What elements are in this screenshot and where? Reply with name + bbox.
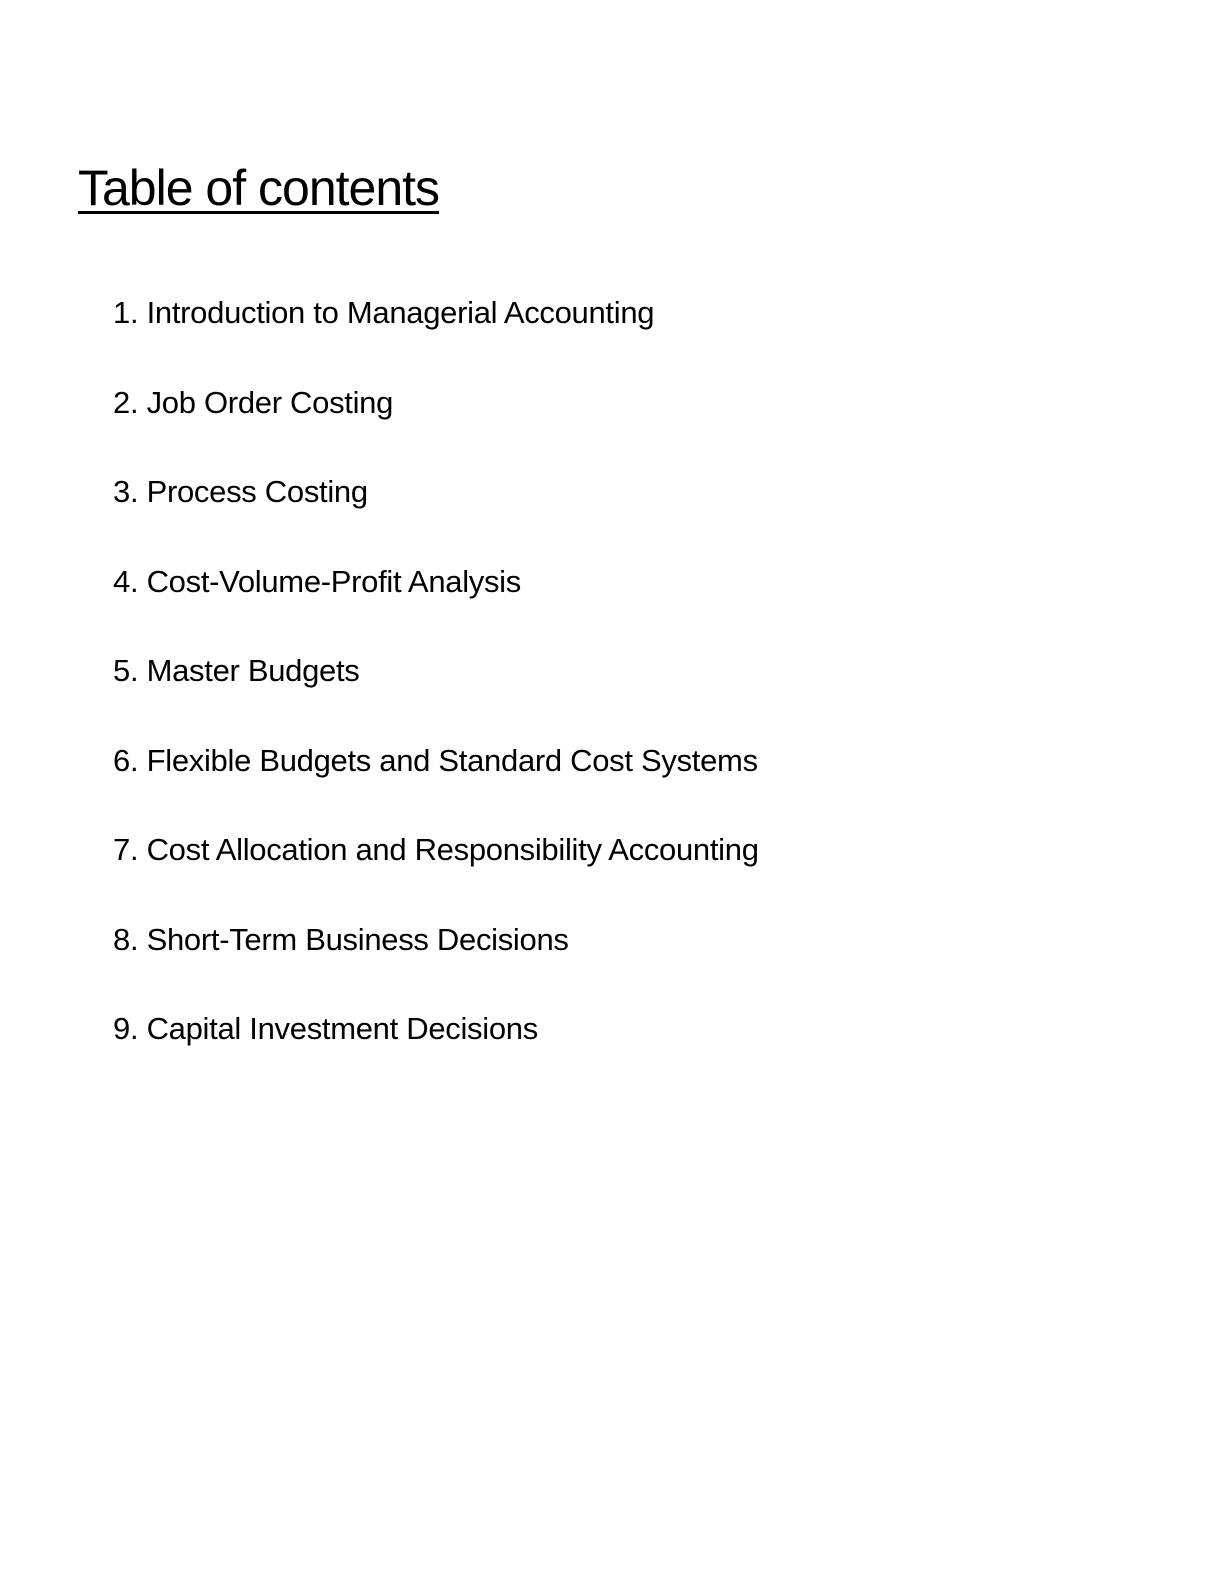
toc-item [113, 561, 759, 651]
toc-item-text: Process Costing [146, 474, 368, 509]
toc-item-number: 8. [113, 921, 139, 957]
toc-item-number: 3. [113, 474, 139, 509]
toc-item-number: 1. [113, 295, 139, 330]
toc-item-text: Master Budgets [146, 653, 360, 688]
toc-item-number: 4. [113, 563, 139, 599]
toc-item-text: Cost-Volume-Profit Analysis [146, 563, 521, 599]
toc-item-number: 6. [113, 742, 139, 778]
toc-item-number: 9. [113, 1011, 139, 1046]
toc-item-text: Cost Allocation and Responsibility Accounting [146, 832, 759, 867]
toc-item [113, 829, 759, 919]
toc-item [113, 1008, 759, 1098]
toc-item [113, 919, 759, 1009]
toc-item-text: Flexible Budgets and Standard Cost Systems [146, 742, 758, 778]
toc-item-number: 7. [113, 832, 139, 867]
toc-item [113, 650, 759, 740]
toc-item [113, 382, 759, 472]
page-title: Table of contents [78, 160, 440, 216]
toc-item [113, 292, 759, 382]
toc-item [113, 740, 759, 830]
toc-list [113, 292, 759, 1098]
toc-item-text: Short-Term Business Decisions [146, 921, 569, 957]
toc-item [113, 471, 759, 561]
toc-item-text: Capital Investment Decisions [146, 1011, 538, 1046]
toc-item-number: 2. [113, 384, 139, 420]
toc-item-text: Introduction to Managerial Accounting [146, 295, 655, 330]
toc-item-text: Job Order Costing [146, 384, 394, 420]
toc-item-number: 5. [113, 653, 139, 688]
